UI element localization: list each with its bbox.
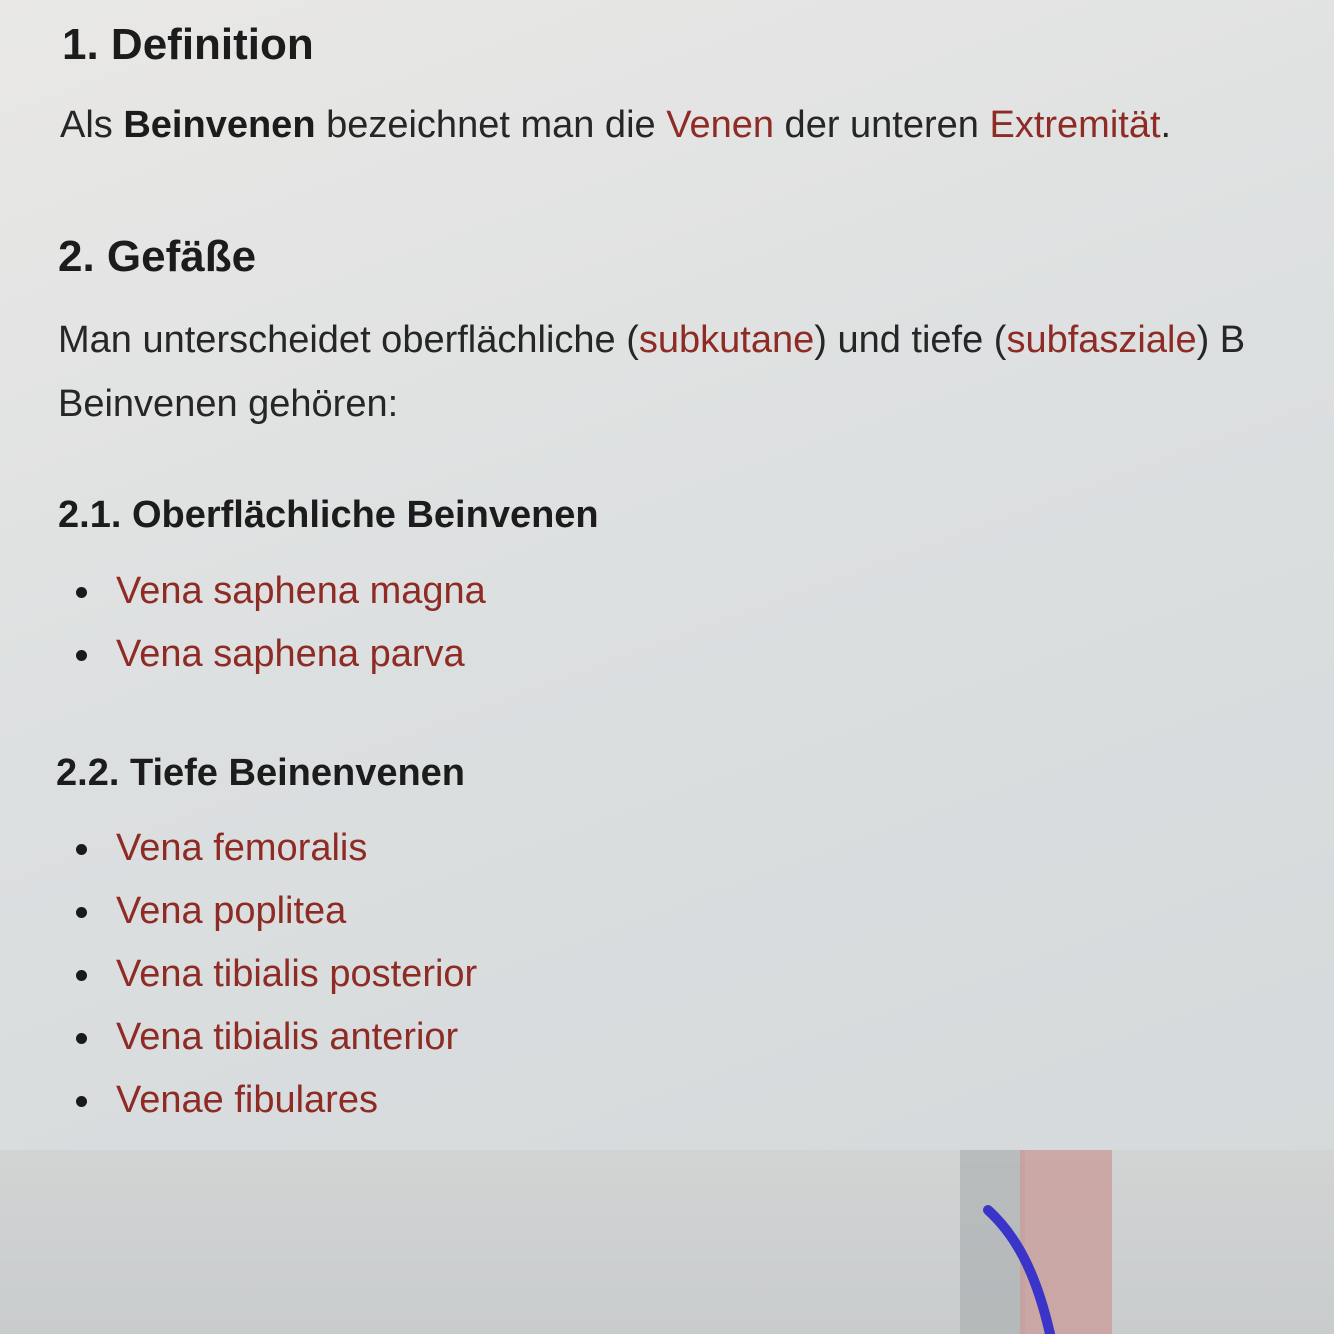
link-vena-tibialis-anterior[interactable]: Vena tibialis anterior: [116, 1016, 459, 1058]
heading-tiefe-beinvenen: 2.2. Tiefe Beinenvenen: [56, 752, 466, 794]
bullet-icon: [76, 587, 87, 598]
gefaesse-text-suffix: ) B: [1196, 319, 1246, 361]
gefaesse-text-prefix: Man unterscheidet oberflächliche (: [58, 319, 639, 361]
heading-oberflaechliche-beinvenen: 2.1. Oberflächliche Beinvenen: [58, 494, 599, 536]
definition-text-middle: bezeichnet man die: [315, 104, 667, 146]
list-item: [56, 817, 477, 880]
gefaesse-paragraph: [58, 308, 1245, 436]
bullet-icon: [76, 907, 87, 918]
link-vena-femoralis[interactable]: Vena femoralis: [116, 827, 368, 869]
tiefe-list: [56, 817, 477, 1132]
definition-text-prefix: Als: [60, 104, 124, 146]
heading-definition: 1. Definition: [62, 20, 314, 69]
link-extremitaet[interactable]: Extremität: [989, 104, 1161, 146]
bullet-icon: [76, 1096, 87, 1107]
oberflaechliche-list: [56, 560, 486, 686]
page-bottom-area: [0, 1150, 1334, 1334]
definition-text-suffix: .: [1160, 104, 1172, 146]
bullet-icon: [76, 650, 87, 661]
link-vena-poplitea[interactable]: Vena poplitea: [116, 890, 347, 932]
link-venae-fibulares[interactable]: Venae fibulares: [116, 1079, 378, 1121]
bullet-icon: [76, 844, 87, 855]
link-vena-saphena-parva[interactable]: Vena saphena parva: [116, 633, 465, 675]
gefaesse-text-middle: ) und tiefe (: [814, 319, 1007, 361]
list-item: [56, 1006, 477, 1069]
link-venen[interactable]: Venen: [666, 104, 774, 146]
gefaesse-line2: Beinvenen gehören:: [58, 383, 399, 425]
definition-paragraph: [60, 93, 1171, 157]
link-subfasziale[interactable]: subfasziale: [1006, 319, 1197, 361]
bullet-icon: [76, 1033, 87, 1044]
term-beinvenen: Beinvenen: [123, 104, 316, 146]
definition-text-middle2: der unteren: [774, 104, 990, 146]
list-item: [56, 880, 477, 943]
bullet-icon: [76, 970, 87, 981]
link-vena-tibialis-posterior[interactable]: Vena tibialis posterior: [116, 953, 478, 995]
list-item: [56, 623, 486, 686]
pen-stroke-icon: [980, 1200, 1070, 1334]
list-item: [56, 560, 486, 623]
list-item: [56, 1069, 477, 1132]
heading-gefaesse: 2. Gefäße: [58, 232, 257, 281]
list-item: [56, 943, 477, 1006]
link-subkutane[interactable]: subkutane: [638, 319, 815, 361]
link-vena-saphena-magna[interactable]: Vena saphena magna: [116, 570, 486, 612]
